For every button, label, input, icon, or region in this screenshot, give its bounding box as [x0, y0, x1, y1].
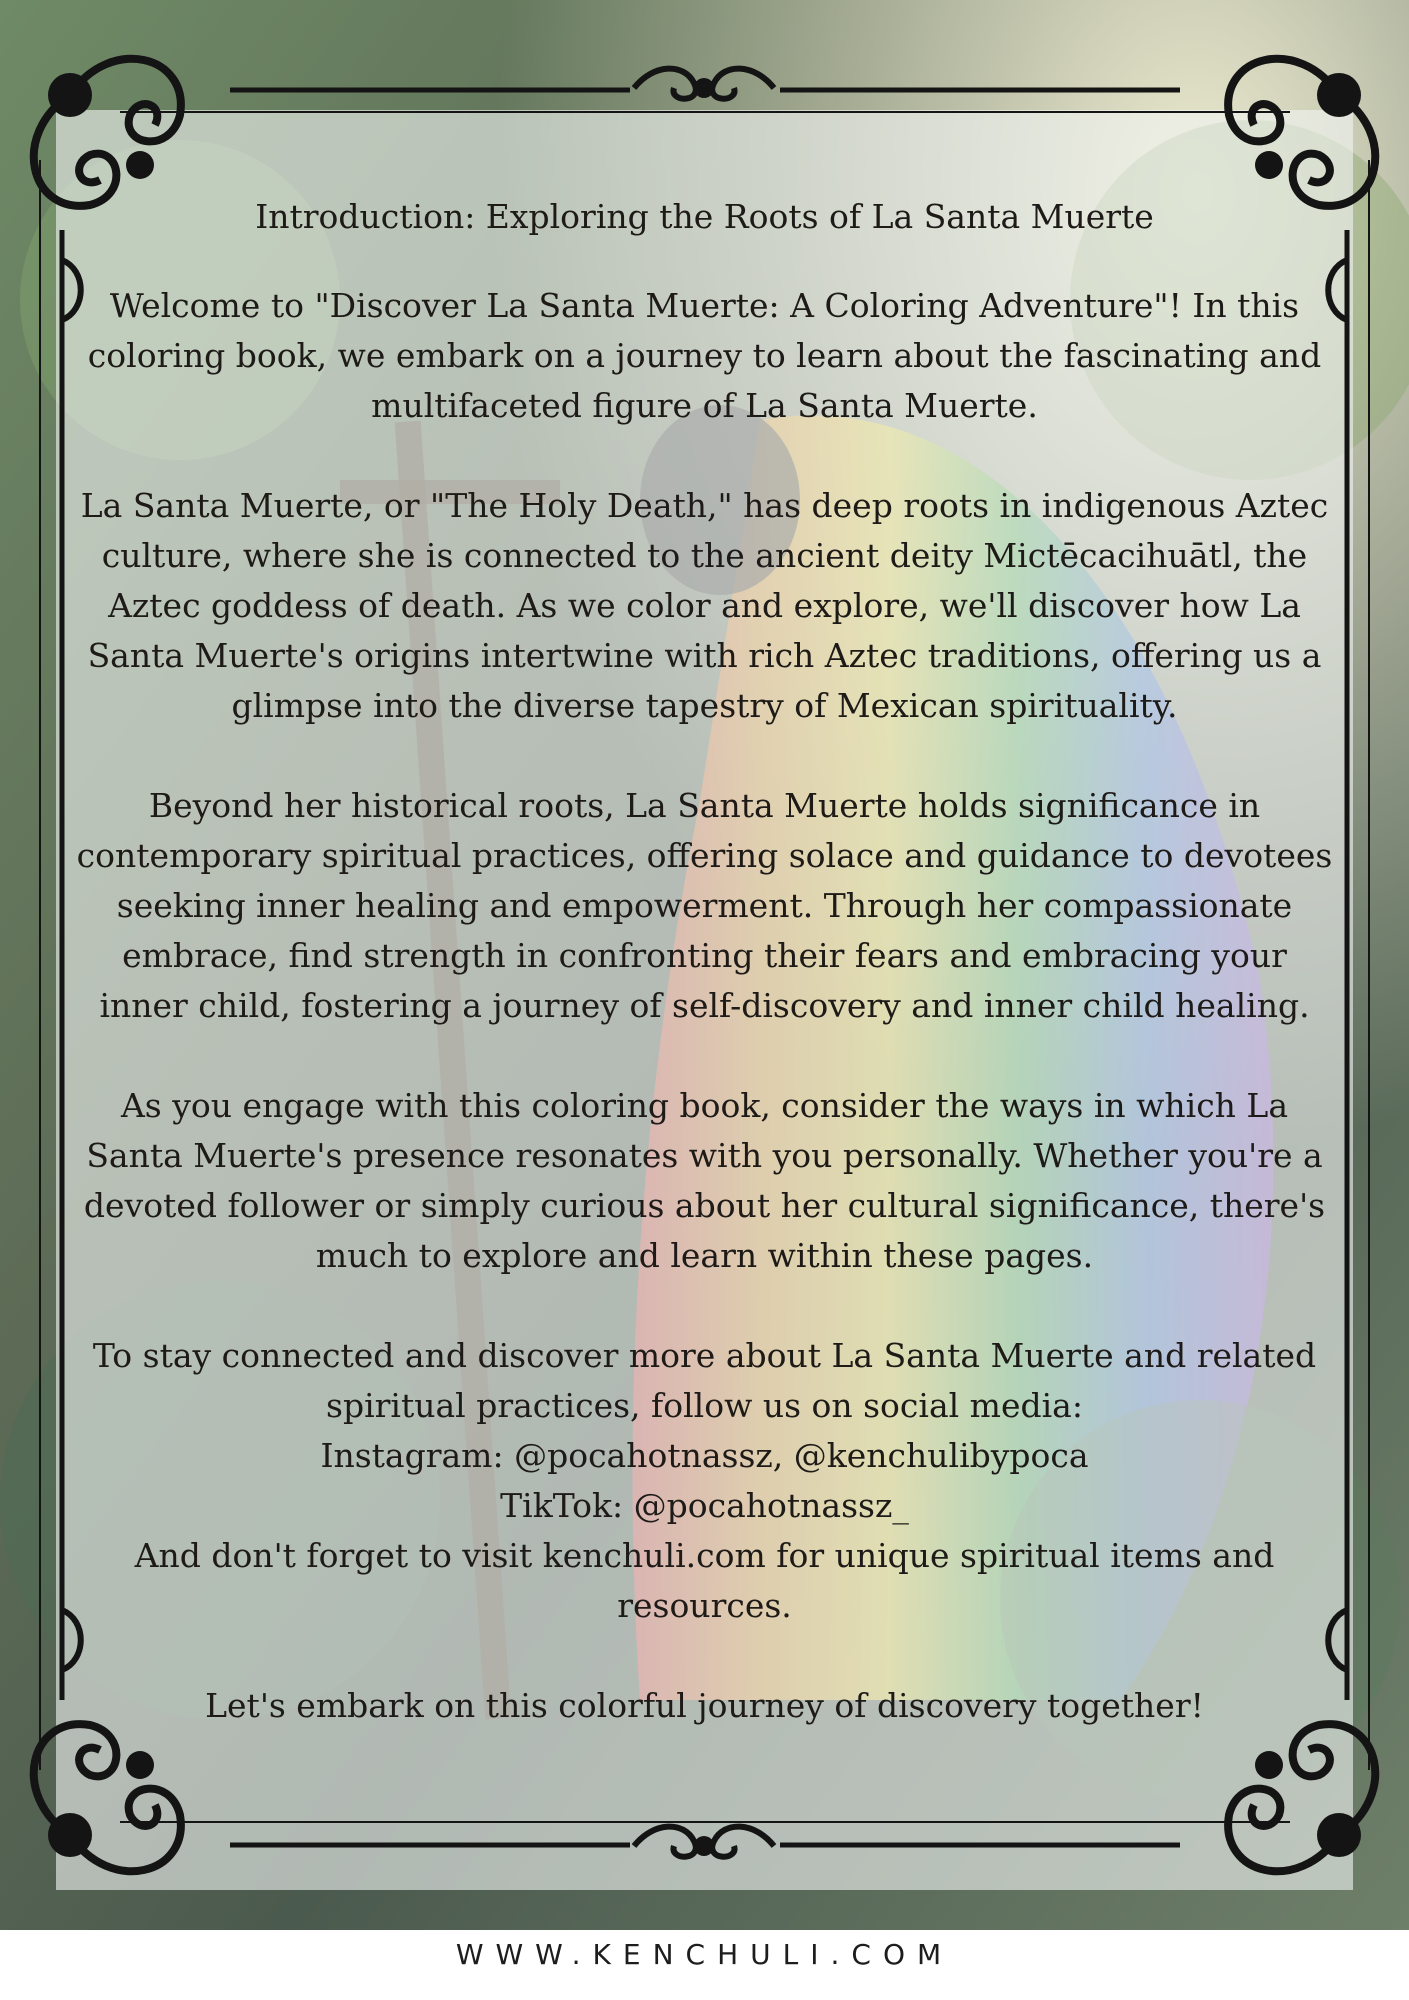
paragraph-line: As you engage with this coloring book, consider the ways in which La	[120, 1086, 1289, 1125]
intro-paragraphs	[72, 281, 1337, 1731]
paragraph-line: devoted follower or simply curious about her cultural significance, there's	[83, 1186, 1326, 1225]
paragraph-line: Beyond her historical roots, La Santa Muerte holds significance in	[148, 786, 1261, 825]
paragraph-line: embrace, find strength in confronting their fears and embracing your	[122, 936, 1287, 975]
paragraph-line: Aztec goddess of death. As we color and explore, we'll discover how La	[108, 586, 1301, 625]
paragraph	[72, 1331, 1337, 1631]
paragraph-line: Welcome to "Discover La Santa Muerte: A Coloring Adventure"! In this	[109, 286, 1300, 325]
website-url-footer: WWW.KENCHULI.COM	[455, 1938, 954, 1971]
paragraph-line: contemporary spiritual practices, offering solace and guidance to devotees	[76, 836, 1333, 875]
paragraph-line: Santa Muerte's origins intertwine with rich Aztec traditions, offering us a	[87, 636, 1322, 675]
paragraph-line: culture, where she is connected to the ancient deity Mictēcacihuātl, the	[101, 536, 1308, 575]
paragraph-line: seeking inner healing and empowerment. Through her compassionate	[116, 886, 1293, 925]
paragraph	[72, 781, 1337, 1031]
paragraph-line: much to explore and learn within these pages.	[315, 1236, 1094, 1275]
paragraph-line: inner child, fostering a journey of self-discovery and inner child healing.	[99, 986, 1310, 1025]
paragraph-line: glimpse into the diverse tapestry of Mexican spirituality.	[231, 686, 1178, 725]
paragraph-line: coloring book, we embark on a journey to learn about the fascinating and	[87, 336, 1322, 375]
paragraph-line: Instagram: @pocahotnassz, @kenchulibypoca	[320, 1436, 1089, 1475]
paragraph	[72, 1081, 1337, 1281]
paragraph	[72, 281, 1337, 431]
paragraph	[72, 1681, 1337, 1731]
paragraph-line: resources.	[617, 1586, 792, 1625]
paragraph-line: And don't forget to visit kenchuli.com for unique spiritual items and	[134, 1536, 1275, 1575]
paragraph-line: spiritual practices, follow us on social media:	[326, 1386, 1083, 1425]
paragraph-line: To stay connected and discover more about La Santa Muerte and related	[92, 1336, 1317, 1375]
page-title: Introduction: Exploring the Roots of La Santa Muerte	[255, 197, 1154, 236]
paragraph-line: Let's embark on this colorful journey of discovery together!	[205, 1686, 1204, 1725]
paragraph-line: multifaceted figure of La Santa Muerte.	[371, 386, 1038, 425]
paragraph-line: Santa Muerte's presence resonates with you personally. Whether you're a	[86, 1136, 1323, 1175]
paragraph-line: La Santa Muerte, or "The Holy Death," has deep roots in indigenous Aztec	[80, 486, 1329, 525]
intro-text-block	[72, 195, 1337, 1781]
paragraph	[72, 481, 1337, 731]
paragraph-line: TikTok: @pocahotnassz_	[500, 1486, 909, 1525]
